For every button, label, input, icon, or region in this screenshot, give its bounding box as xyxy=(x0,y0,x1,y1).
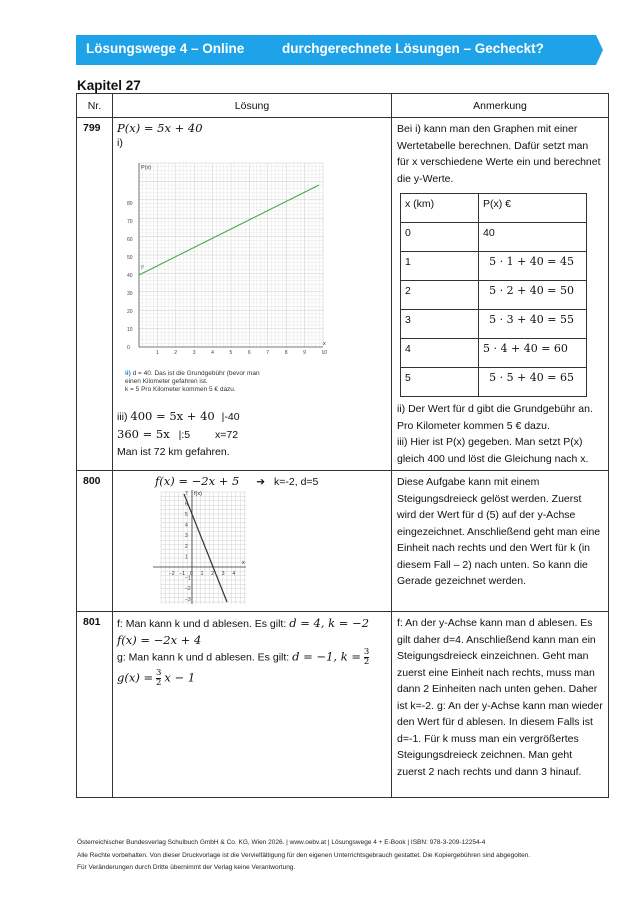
header-loesung: Lösung xyxy=(113,94,392,118)
value-x: 2 xyxy=(401,281,479,310)
value-x: 1 xyxy=(401,252,479,281)
x-tick-label: −2 xyxy=(168,571,175,577)
y-tick-label: 0 xyxy=(127,345,130,351)
value-table xyxy=(400,193,587,397)
footer-line-2: Alle Rechte vorbehalten. Von dieser Druckvorlage ist die Vervielfältigung für den eigenen Unterrichtsgebrauch gestattet. Die Kopiergebühren sind abgegolten. xyxy=(77,851,531,859)
value-p: 5 · 2 + 40 = 50 xyxy=(479,281,587,310)
solutions-table xyxy=(76,93,609,798)
value-table-row xyxy=(401,281,587,310)
arrow-icon: ➔ xyxy=(256,476,266,488)
solution-cell xyxy=(113,118,392,471)
x-tick-label: 4 xyxy=(211,350,214,356)
banner-title: Lösungswege 4 – Online xyxy=(86,41,245,56)
y-tick-label: 20 xyxy=(127,309,133,315)
g-text: g: Man kann k und d ablesen. Es gilt: xyxy=(117,651,290,664)
graph-ylabel: P(x) xyxy=(141,165,152,171)
graph-grid xyxy=(139,163,323,347)
g-formula-fraction xyxy=(156,669,161,688)
value-p: 40 xyxy=(479,223,587,252)
y-tick-label: 80 xyxy=(127,201,133,207)
g-formula-left: g(x) = xyxy=(117,670,154,685)
y-tick-label: 50 xyxy=(127,255,133,261)
y-tick-label: 70 xyxy=(127,219,133,225)
iii-line-1 xyxy=(117,408,387,426)
graph-x-label: x xyxy=(323,341,326,347)
value-p: 5 · 3 + 40 = 55 xyxy=(479,310,587,339)
y-tick-labels xyxy=(127,201,133,351)
ii-text-3: k = 5 Pro Kilometer kommen 5 € dazu. xyxy=(125,386,236,393)
y-tick-label: 6 xyxy=(185,501,188,508)
formula-800: f(x) = −2x + 5 xyxy=(155,474,240,488)
banner-subtitle: durchgerechnete Lösungen – Gecheckt? xyxy=(282,41,544,56)
value-table-row xyxy=(401,310,587,339)
y-tick-label: −2 xyxy=(185,586,191,593)
value-p: 5 · 5 + 40 = 65 xyxy=(479,368,587,397)
y-tick-label: 60 xyxy=(127,237,133,243)
footer xyxy=(77,837,530,875)
x-tick-label: 2 xyxy=(174,350,178,356)
formula-799: P(x) = 5x + 40 xyxy=(117,121,203,135)
x-tick-label: 9 xyxy=(303,350,306,356)
y-tick-label: 2 xyxy=(185,543,188,550)
x-tick-label: 1 xyxy=(200,571,204,577)
header-banner xyxy=(76,35,603,65)
ii-text-1: d = 40. Das ist die Grundgebühr (bevor man xyxy=(132,370,260,377)
value-x: 5 xyxy=(401,368,479,397)
fraction-numerator: 3 xyxy=(156,668,162,678)
ii-note xyxy=(125,370,387,394)
graph-x-label: x xyxy=(242,560,245,566)
x-tick-label: 3 xyxy=(192,350,196,356)
value-table-row xyxy=(401,339,587,368)
y-tick-label: 40 xyxy=(127,273,133,279)
table-header-row xyxy=(77,94,609,118)
header-nr: Nr. xyxy=(77,94,113,118)
footer-line-3: Für Veränderungen durch Dritte übernimmt der Verlag keine Verantwortung. xyxy=(77,864,296,871)
y-tick-label: 4 xyxy=(185,522,188,529)
value-table-row xyxy=(401,368,587,397)
ii-label: ii) xyxy=(125,370,131,377)
g-formula xyxy=(117,669,387,688)
iii-op-2: |:5 xyxy=(178,429,191,441)
note-cell-801: f: An der y-Achse kann man d ablesen. Es gilt daher d=4. Anschließend kann man ein Steigungsdreieck einzeichnen. Geht man zuerst eine Einheit nach rechts, muss man dann 2 Einheiten nach unten gehen. Daher ist k=-2. g: An der y-Achse kann man wieder den Wert für d ablesen. In diesem Falls ist d=-1. Für k muss man ein vergrößertes Steigungsdreieck zeichnen. Man geht zuerst 2 nach rechts und dann 3 hinauf. xyxy=(392,612,609,798)
f-values: d = 4, k = −2 xyxy=(289,616,370,630)
x-tick-labels xyxy=(169,571,236,577)
y-tick-label: 7 xyxy=(185,490,188,497)
solution-cell xyxy=(113,612,392,798)
graph-800 xyxy=(117,488,387,606)
y-tick-label: 10 xyxy=(127,327,133,333)
x-tick-label: 1 xyxy=(155,350,159,356)
formula-line-800 xyxy=(117,474,387,488)
value-table-head-p: P(x) € xyxy=(479,194,587,223)
value-x: 3 xyxy=(401,310,479,339)
x-tick-label: 5 xyxy=(229,350,233,356)
graph-799 xyxy=(117,147,387,372)
y-tick-label: −1 xyxy=(185,575,191,582)
row-number: 801 xyxy=(77,612,113,798)
iii-line-3: Man ist 72 km gefahren. xyxy=(117,446,230,458)
value-table-head-x: x (km) xyxy=(401,194,479,223)
y-tick-label: 5 xyxy=(185,512,188,518)
table-row-801 xyxy=(77,612,609,798)
x-tick-label: −1 xyxy=(179,571,186,577)
y-tick-label: 3 xyxy=(185,533,188,540)
y-tick-label: 30 xyxy=(127,291,133,297)
chapter-title: Kapitel 27 xyxy=(77,78,141,93)
footer-line-1: Österreichischer Bundesverlag Schulbuch GmbH & Co. KG, Wien 2026. | www.oebv.at | Lösungswege 4 + E-Book | ISBN: 978-3-209-12254-4 xyxy=(77,839,486,846)
table-row-799 xyxy=(77,118,609,471)
x-tick-label: 10 xyxy=(321,350,328,356)
note-799-1: Bei i) kann man den Graphen mit einer Wertetabelle berechnen. Dafür setzt man für x verschiedene Werte ein und berechnet die y-Werte. xyxy=(397,123,601,185)
x-tick-label: 2 xyxy=(211,571,214,577)
note-cell-800: Diese Aufgabe kann mit einem Steigungsdreieck gelöst werden. Zuerst wird der Wert für d (5) auf der y-Achse eingezeichnet. Anschließend geht man eine Einheit nach rechts und den Wert für k (in diesem Fall – 2) nach unten. So kann die Gerade gezeichnet werden. xyxy=(392,471,609,612)
value-x: 0 xyxy=(401,223,479,252)
g-k-fraction xyxy=(364,648,369,667)
value-table-row xyxy=(401,252,587,281)
iii-line-2 xyxy=(117,426,387,444)
graph-fx-label: f(x) xyxy=(194,491,202,497)
iii-label: iii) xyxy=(117,411,128,423)
x-tick-label: 8 xyxy=(284,350,288,356)
fraction-denominator: 2 xyxy=(363,657,370,667)
kd-values: k=-2, d=5 xyxy=(274,476,319,488)
note-799-2: ii) Der Wert für d gibt die Grundgebühr an. Pro Kilometer kommen 5 € dazu. xyxy=(397,403,593,432)
iii-equation-2: 360 = 5x xyxy=(117,427,170,441)
row-number: 800 xyxy=(77,471,113,612)
solution-cell xyxy=(113,471,392,612)
x-tick-label: 6 xyxy=(247,350,251,356)
x-tick-labels xyxy=(156,350,327,356)
note-cell-799 xyxy=(392,118,609,471)
x-tick-label: 3 xyxy=(221,571,225,577)
part-i-label: i) xyxy=(117,137,123,149)
fraction-numerator: 3 xyxy=(363,647,370,657)
note-799-3: iii) Hier ist P(x) gegeben. Man setzt P(x) gleich 400 und löst die Gleichung nach x. xyxy=(397,436,589,465)
y-tick-label: −3 xyxy=(185,596,191,603)
x-tick-label: 4 xyxy=(232,571,236,577)
g-line xyxy=(117,648,387,667)
value-p: 5 · 4 + 40 = 60 xyxy=(479,339,587,368)
value-x: 4 xyxy=(401,339,479,368)
ii-text-2: einen Kilometer gefahren ist. xyxy=(125,378,208,385)
x-tick-label: 0 xyxy=(190,571,193,577)
iii-equation-1: 400 = 5x + 40 xyxy=(130,409,215,423)
iii-op-1: |-40 xyxy=(221,411,240,423)
header-anmerkung: Anmerkung xyxy=(392,94,609,118)
f-text: f: Man kann k und d ablesen. Es gilt: xyxy=(117,618,287,630)
g-values: d = −1, k = xyxy=(292,649,361,664)
value-table-row xyxy=(401,223,587,252)
g-formula-right: x − 1 xyxy=(164,670,196,685)
fraction-denominator: 2 xyxy=(156,678,162,688)
table-row-800 xyxy=(77,471,609,612)
function-line xyxy=(139,185,319,275)
row-number: 799 xyxy=(77,118,113,471)
iii-result: x=72 xyxy=(215,429,239,441)
value-p: 5 · 1 + 40 = 45 xyxy=(479,252,587,281)
f-line xyxy=(117,615,387,632)
y-tick-label: 1 xyxy=(185,554,188,561)
graph-p-label: P xyxy=(141,265,145,271)
x-tick-label: 7 xyxy=(266,350,270,356)
graph-grid xyxy=(161,492,246,604)
f-formula: f(x) = −2x + 4 xyxy=(117,633,202,647)
value-table-header xyxy=(401,194,587,223)
